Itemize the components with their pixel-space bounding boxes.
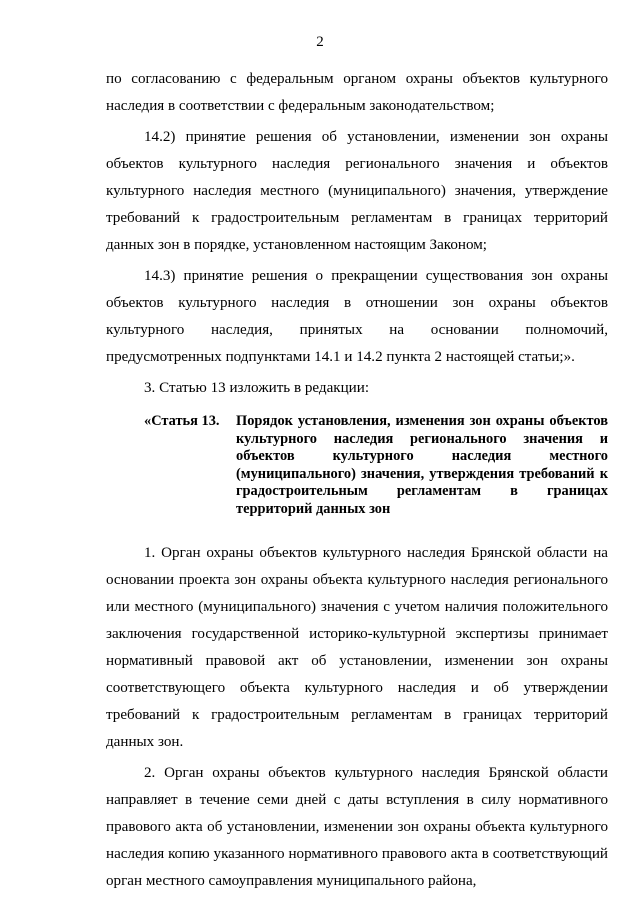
paragraph-amendment-3: 3. Статью 13 изложить в редакции: xyxy=(144,380,370,396)
article-item-1: 1. Орган охраны объектов культурного наследия Брянской области на основании проекта зон охраны объекта культурного наследия регионального или местного (муниципального) значения с учетом наличия положительного заключения государственной историко-культурной экспертизы принимает нормативный правовой акт об установлении, изменении зон охраны соответствующего объекта культурного наследия и об утверждении требований к градостроительным регламентам в границах территорий данных зон. xyxy=(106,544,608,750)
article-heading xyxy=(144,413,608,519)
article-title: Порядок установления, изменения зон охраны объектов культурного наследия регионального значения и объектов культурного наследия местного (муниципального) значения, утверждения требований к градостроительным регламентам в границах территорий данных зон xyxy=(236,413,608,517)
paragraph-14-2: 14.2) принятие решения об установлении, изменении зон охраны объектов культурного наследия регионального значения и объектов культурного наследия местного (муниципального) значения, утверждение требований к градостроительным регламентам в границах территорий данных зон в порядке, установленном настоящим Законом; xyxy=(106,129,608,253)
article-item-2: 2. Орган охраны объектов культурного наследия Брянской области направляет в течение семи дней с даты вступления в силу нормативного правового акта об установлении, изменении зон охраны объекта культурного наследия копию указанного нормативного правового акта в соответствующий орган местного самоуправления муниципального района, xyxy=(106,764,608,889)
paragraph-14-3: 14.3) принятие решения о прекращении существования зон охраны объектов культурного наследия в отношении зон охраны объектов культурного наследия, принятых на основании полномочий, предусмотренных подпунктами 14.1 и 14.2 пункта 2 настоящей статьи;». xyxy=(106,268,608,365)
article-number: «Статья 13. xyxy=(144,413,220,429)
paragraph-continuation: по согласованию с федеральным органом охраны объектов культурного наследия в соответствии с федеральным законодательством; xyxy=(106,71,608,114)
document-body xyxy=(106,66,608,895)
page-number: 2 xyxy=(316,34,324,50)
